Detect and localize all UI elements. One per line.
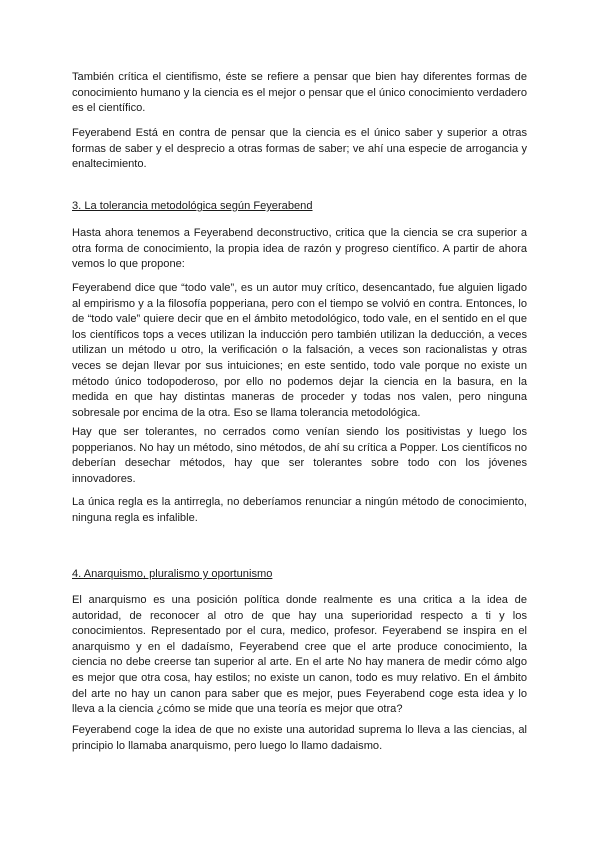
section-4-heading: 4. Anarquismo, pluralismo y oportunismo: [72, 568, 273, 580]
paragraph-arrogancia: Feyerabend Está en contra de pensar que la ciencia es el único saber y superior a otras formas de saber y el desprecio a otras formas de saber; ve ahí una especie de arrogancia y enaltecimiento.: [72, 127, 527, 171]
section-3-heading: 3. La tolerancia metodológica según Feyerabend: [72, 200, 313, 212]
paragraph-deconstructivo: Hasta ahora tenemos a Feyerabend deconstructivo, critica que la ciencia se cra superior a otra forma de conocimiento, la propia idea de razón y progreso científico. A partir de ahora vemos lo que propone:: [72, 227, 527, 271]
paragraph-tolerantes: Hay que ser tolerantes, no cerrados como venían siendo los positivistas y luego los popperianos. No hay un método, sino métodos, de ahí su crítica a Popper. Los científicos no deberían desechar métodos, hay que ser tolerantes sobre todo con los jóvenes innovadores.: [72, 426, 527, 485]
paragraph-cientifismo: También crítica el cientifismo, éste se refiere a pensar que bien hay diferentes formas de conocimiento humano y la ciencia es el mejor o pensar que el único conocimiento verdadero es el científico.: [72, 71, 527, 115]
paragraph-antirregla: La única regla es la antirregla, no deberíamos renunciar a ningún método de conocimiento, ninguna regla es infalible.: [72, 496, 527, 524]
paragraph-anarquismo: El anarquismo es una posición política donde realmente es una critica a la idea de autoridad, de reconocer al otro de que hay una superioridad respecto a ti y los conocimientos. Representado por el cura, medico, profesor. Feyerabend se inspira en el anarquismo y en el dadaísmo, Feyerabend cree que el arte produce conocimiento, la ciencia no debe creerse tan superior al arte. En el arte No hay manera de medir cómo algo es mejor que otra cosa, hay estilos; no existe un canon, todo es muy relativo. En el ámbito del arte no hay un canon para saber que es mejor, pues Feyerabend coge esta idea y lo lleva a la ciencia ¿cómo se mide que una teoría es mejor que otra?: [72, 594, 527, 716]
paragraph-dadaismo: Feyerabend coge la idea de que no existe una autoridad suprema lo lleva a las ciencias, al principio lo llamaba anarquismo, pero luego lo llamo dadaismo.: [72, 724, 527, 752]
paragraph-todo-vale: Feyerabend dice que “todo vale”, es un autor muy crítico, desencantado, fue alguien ligado al empirismo y a la filosofía popperiana, pero con el tiempo se volvió en contra. Entonces, lo de “todo vale” quiere decir que en el ámbito metodológico, todo vale, en el sentido en el que los científicos tops a veces utilizan la inducción pero también utilizan la deducción, a veces utilizan un método u otro, la verificación o la falsación, a veces son racionalistas y otras veces se dejan llevar por sus intuiciones; en este sentido, todo vale porque no existe un método único todopoderoso, por ello no podemos dejar la ciencia en la basura, en la medida en que hay distintas maneras de proceder y todas nos valen, pero ninguna sobresale por encima de la otra. Eso se llama tolerancia metodológica.: [72, 282, 527, 419]
